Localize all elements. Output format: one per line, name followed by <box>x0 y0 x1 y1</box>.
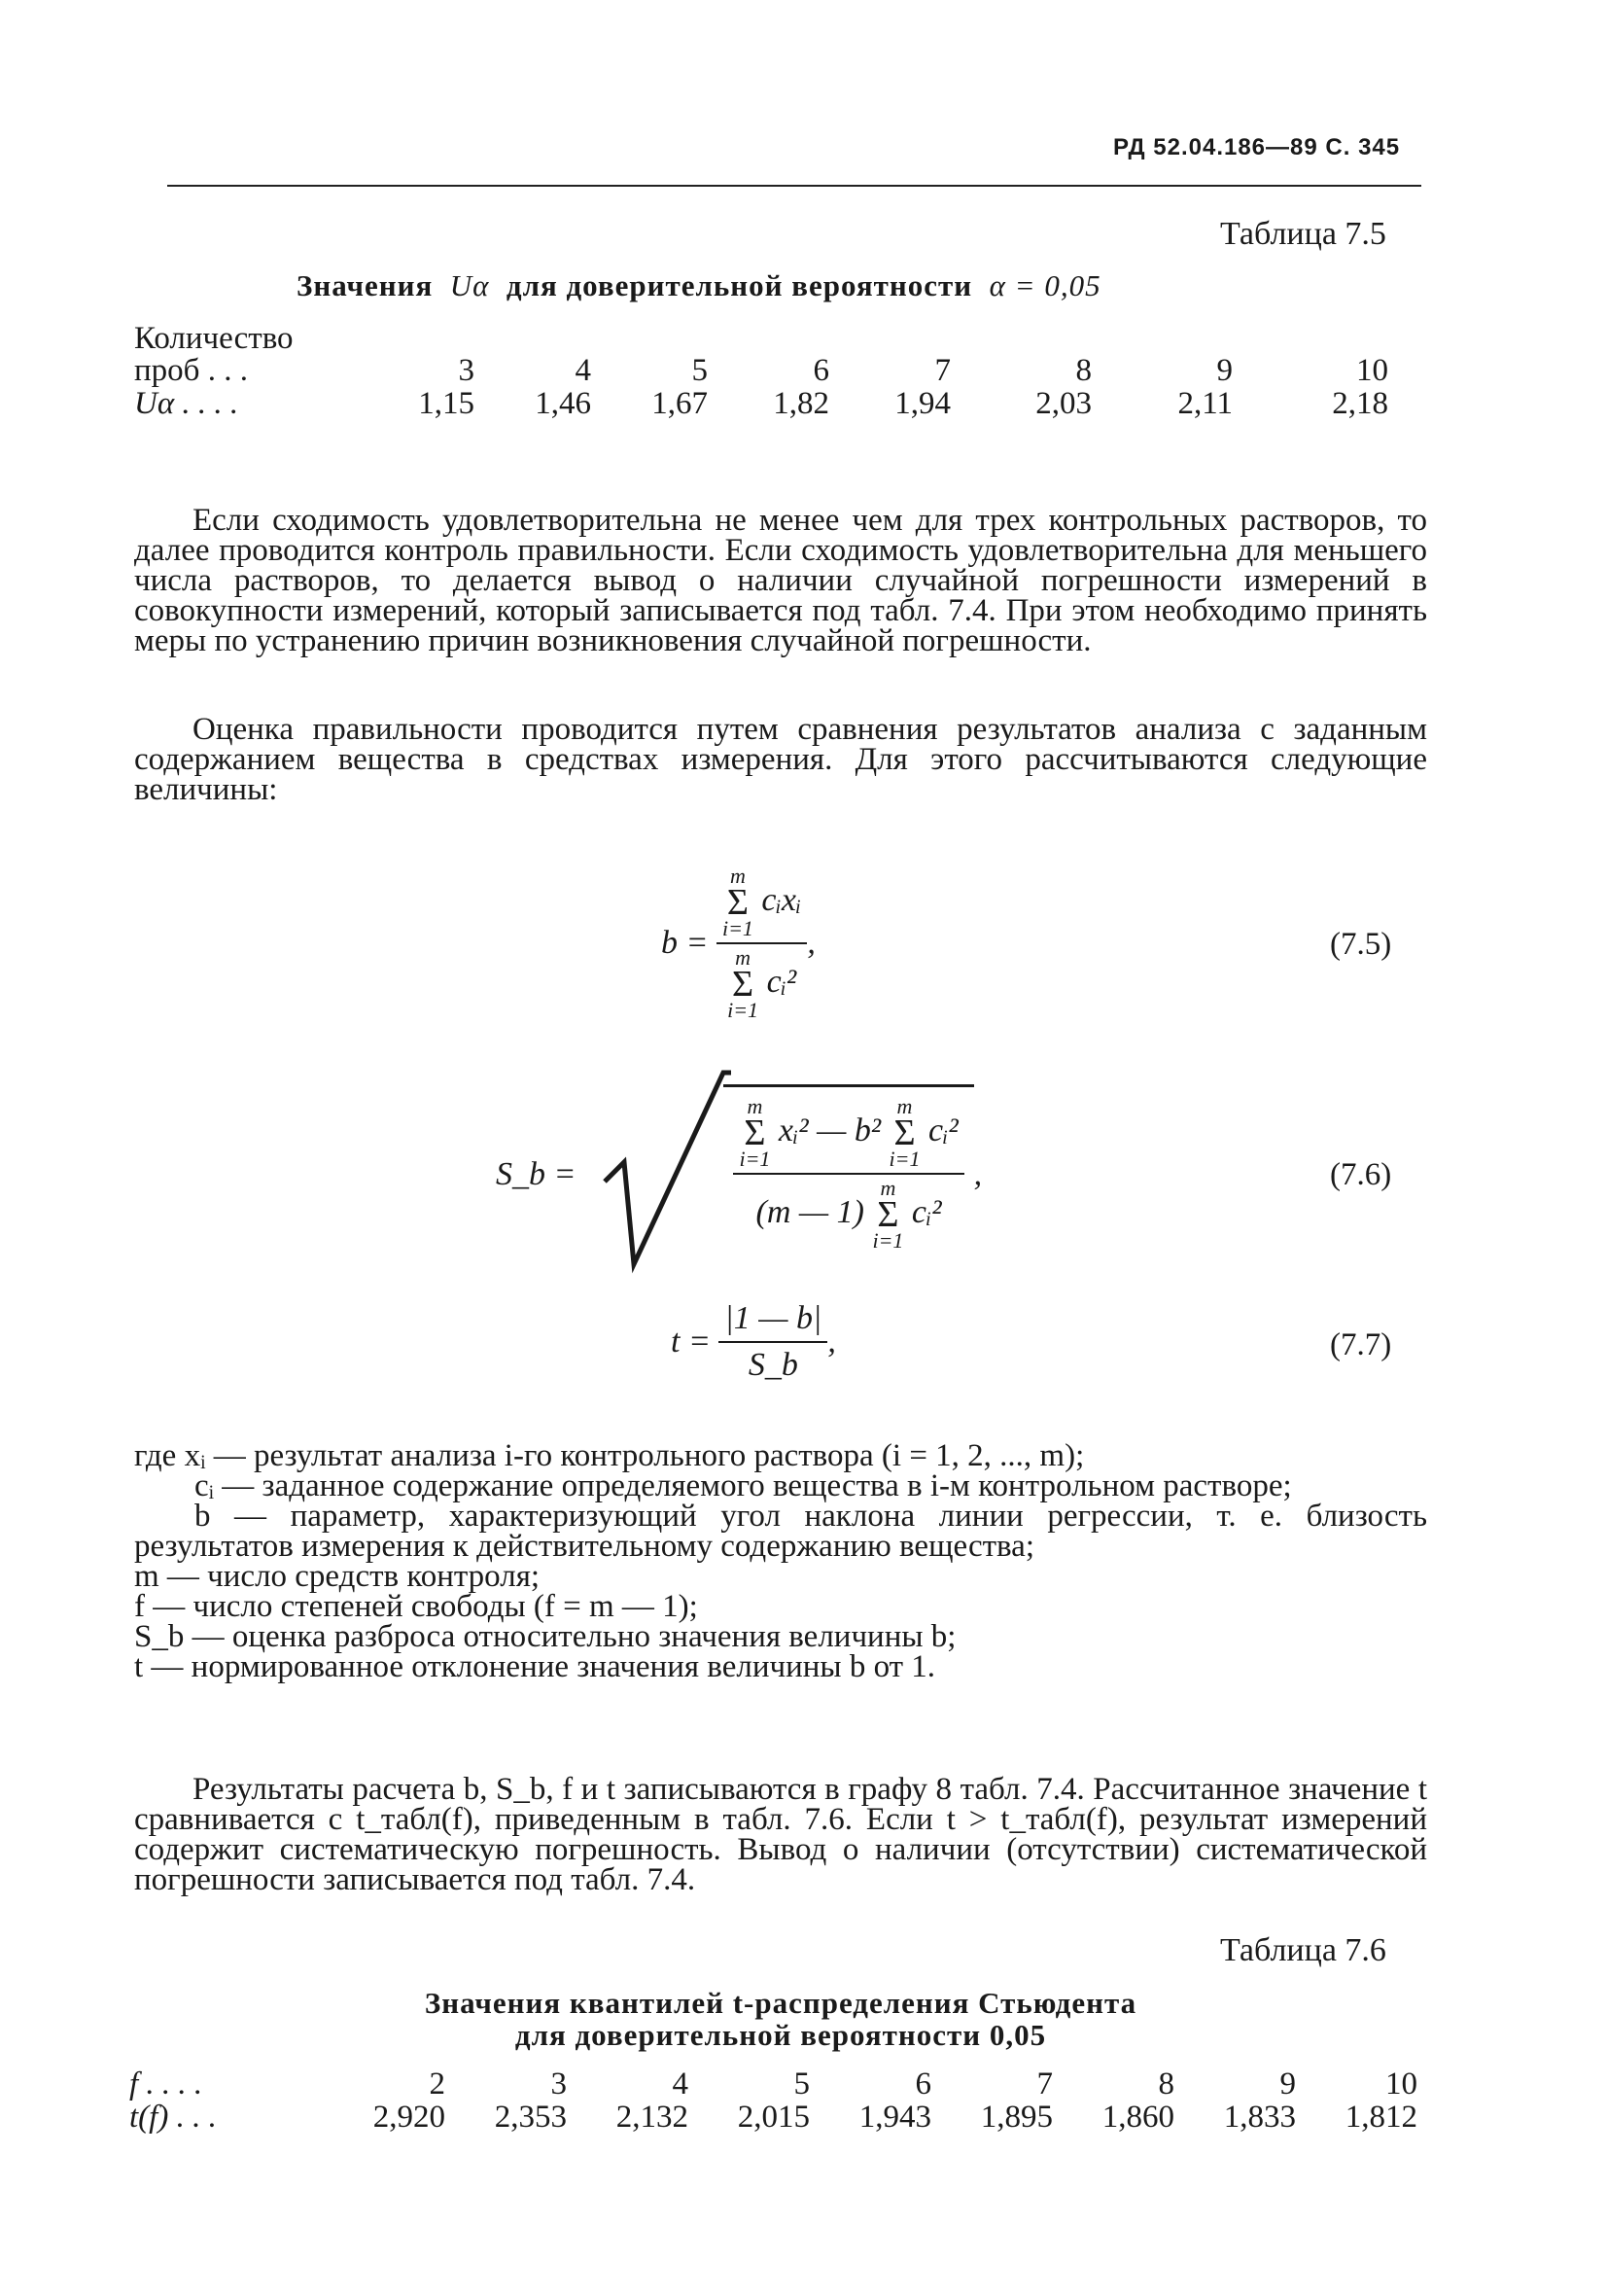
table-7-6 <box>129 2067 1417 2134</box>
equation-7-6: S_b = m Σ i=1 xᵢ² — b² m Σ i=1 cᵢ² (m — 1) m Σ i=1 cᵢ² , <box>496 1065 982 1284</box>
table-7-5-row1-label-line1: Количество <box>134 321 294 356</box>
table-cell: 2,132 <box>615 2100 688 2135</box>
eq-7-6-numerator <box>733 1093 963 1175</box>
eq-7-5-num-term: cᵢxᵢ <box>761 881 802 918</box>
table-cell: 2,11 <box>1177 386 1233 421</box>
table-cell: 6 <box>813 353 829 388</box>
table-cell: 1,15 <box>418 386 474 421</box>
table-cell: 9 <box>1279 2066 1296 2102</box>
eq-7-6-num-term-a: xᵢ² — b² <box>778 1112 882 1148</box>
table-cell: 3 <box>550 2066 567 2102</box>
header-rule <box>167 185 1421 187</box>
equation-7-7: t = $\frac{|1 — b|}{S\_b}$ , <box>671 1300 836 1383</box>
table-cell: 7 <box>1036 2066 1053 2102</box>
table-7-5 <box>134 321 1388 421</box>
table-cell-label: t(f) . . . <box>129 2100 217 2135</box>
table-7-5-label: Таблица 7.5 <box>1220 216 1386 252</box>
eq-7-6-num-term-b: cᵢ² <box>927 1112 959 1148</box>
table-7-5-grid <box>134 354 1388 420</box>
running-header: РД 52.04.186—89 С. 345 <box>1113 134 1401 160</box>
table-cell: 5 <box>691 353 708 388</box>
paragraph-3: Результаты расчета b, S_b, f и t записываются в графу 8 табл. 7.4. Рассчитанное значение t сравнивается с t_табл(f), приведенным в табл. 7.6. Если t > t_табл(f), результат измерений содержит систематическую погрешность. Вывод о наличии (отсутствии) систематической погрешности записывается под табл. 7.4. <box>134 1772 1427 1897</box>
table-cell: 4 <box>575 353 591 388</box>
sum-symbol: m Σ i=1 <box>739 1093 771 1171</box>
definition-item: где xᵢ — результат анализа i-го контрольного раствора (i = 1, 2, ..., m); <box>134 1438 1085 1473</box>
table-row <box>129 2101 1417 2134</box>
table-cell: 8 <box>1075 353 1092 388</box>
table-cell: 2,03 <box>1035 386 1092 421</box>
table-row <box>134 387 1388 420</box>
table-7-6-title-line1: Значения квантилей t-распределения Стьюдента <box>424 1986 1137 2020</box>
definition-item: t — нормированное отклонение значения величины b от 1. <box>134 1649 936 1684</box>
table-cell: 10 <box>1356 353 1388 388</box>
table-7-5-title <box>297 270 1101 300</box>
table-cell: 2,18 <box>1332 386 1388 421</box>
table-cell: 2,353 <box>494 2100 567 2135</box>
table-cell: 1,94 <box>894 386 951 421</box>
definition-item: f — число степеней свободы (f = m — 1); <box>134 1589 698 1624</box>
definition-item: cᵢ — заданное содержание определяемого вещества в i-м контрольном растворе; <box>194 1468 1292 1503</box>
definition-item: b — параметр, характеризующий угол наклона линии регрессии, т. е. близость результатов измерения к действительному содержанию вещества; <box>134 1499 1427 1564</box>
table-7-5-title-pre: Значения <box>297 268 434 302</box>
eq-7-5-lhs: b = <box>661 925 709 961</box>
eq-7-7-numerator: |1 — b| <box>718 1300 827 1343</box>
table-cell: 10 <box>1385 2066 1417 2102</box>
paragraph-2: Оценка правильности проводится путем сравнения результатов анализа с заданным содержанием вещества в средствах измерения. Для этого рассчитываются следующие величины: <box>134 712 1427 807</box>
table-7-6-label: Таблица 7.6 <box>1220 1932 1386 1968</box>
table-cell-label: f . . . . <box>129 2066 203 2102</box>
eq-7-7-denominator: S_b <box>748 1347 798 1383</box>
table-cell: 1,46 <box>535 386 591 421</box>
table-cell: 2,015 <box>737 2100 810 2135</box>
definitions-list <box>134 1438 1427 1684</box>
eq-7-6-number: (7.6) <box>1330 1157 1392 1192</box>
table-cell: 4 <box>672 2066 688 2102</box>
definition-item: m — число средств контроля; <box>134 1559 541 1594</box>
eq-7-7-fraction <box>718 1300 827 1384</box>
sum-symbol: m Σ i=1 <box>872 1175 904 1253</box>
sum-symbol: m Σ i=1 <box>889 1093 921 1171</box>
eq-7-5-den-term: cᵢ² <box>766 963 797 1000</box>
table-cell: 8 <box>1158 2066 1174 2102</box>
eq-7-6-den-term: cᵢ² <box>911 1193 942 1230</box>
sum-symbol: m Σ i=1 <box>727 945 759 1022</box>
table-7-5-alpha: α = 0,05 <box>989 268 1101 302</box>
table-cell: 1,895 <box>980 2100 1053 2135</box>
table-cell: 1,67 <box>651 386 708 421</box>
sum-symbol: m Σ i=1 <box>721 864 753 940</box>
table-cell: 2,920 <box>372 2100 445 2135</box>
table-cell: 9 <box>1216 353 1233 388</box>
table-7-5-title-symbol: Uα <box>449 268 490 302</box>
table-cell: 1,833 <box>1223 2100 1296 2135</box>
equation-7-5: b = m Σ i=1 cᵢxᵢ m Σ i=1 cᵢ² , <box>661 864 816 1022</box>
eq-7-5-numerator <box>716 866 807 944</box>
eq-7-6-den-prefix: (m — 1) <box>755 1193 864 1230</box>
eq-7-6-lhs: S_b = <box>496 1155 576 1192</box>
eq-7-5-denominator <box>716 944 807 1020</box>
table-row <box>134 354 1388 387</box>
table-7-6-title <box>134 1987 1427 2051</box>
table-cell-label: проб . . . <box>134 353 248 388</box>
table-cell: 1,82 <box>773 386 829 421</box>
definition-item: S_b — оценка разброса относительно значения величины b; <box>134 1619 957 1654</box>
table-cell: 6 <box>915 2066 931 2102</box>
table-7-6-grid <box>129 2067 1417 2134</box>
table-cell-label: Uα . . . . <box>134 386 239 421</box>
eq-7-5-number: (7.5) <box>1330 927 1392 962</box>
eq-7-6-denominator <box>733 1175 963 1251</box>
table-row <box>129 2067 1417 2101</box>
eq-7-5-fraction <box>716 866 807 1020</box>
table-cell: 1,943 <box>858 2100 931 2135</box>
table-cell: 1,860 <box>1101 2100 1174 2135</box>
eq-7-6-fraction <box>733 1093 963 1253</box>
table-7-5-title-post: для доверительной вероятности <box>506 268 973 302</box>
radicand <box>723 1084 973 1251</box>
eq-7-7-lhs: t = <box>671 1324 711 1360</box>
radical-sign <box>595 1065 731 1284</box>
table-7-6-title-line2: для доверительной вероятности 0,05 <box>514 2018 1047 2052</box>
paragraph-1: Если сходимость удовлетворительна не менее чем для трех контрольных растворов, то далее проводится контроль правильности. Если сходимость удовлетворительна для меньшего числа растворов, то делается вывод о наличии случайной погрешности измерений в совокупности измерений, который записывается под табл. 7.4. При этом необходимо принять меры по устранению причин возникновения случайной погрешности. <box>134 503 1427 658</box>
table-cell: 1,812 <box>1345 2100 1417 2135</box>
eq-7-7-number: (7.7) <box>1330 1327 1392 1362</box>
table-cell: 2 <box>429 2066 445 2102</box>
table-cell: 5 <box>793 2066 810 2102</box>
table-cell: 3 <box>458 353 474 388</box>
table-cell: 7 <box>934 353 951 388</box>
